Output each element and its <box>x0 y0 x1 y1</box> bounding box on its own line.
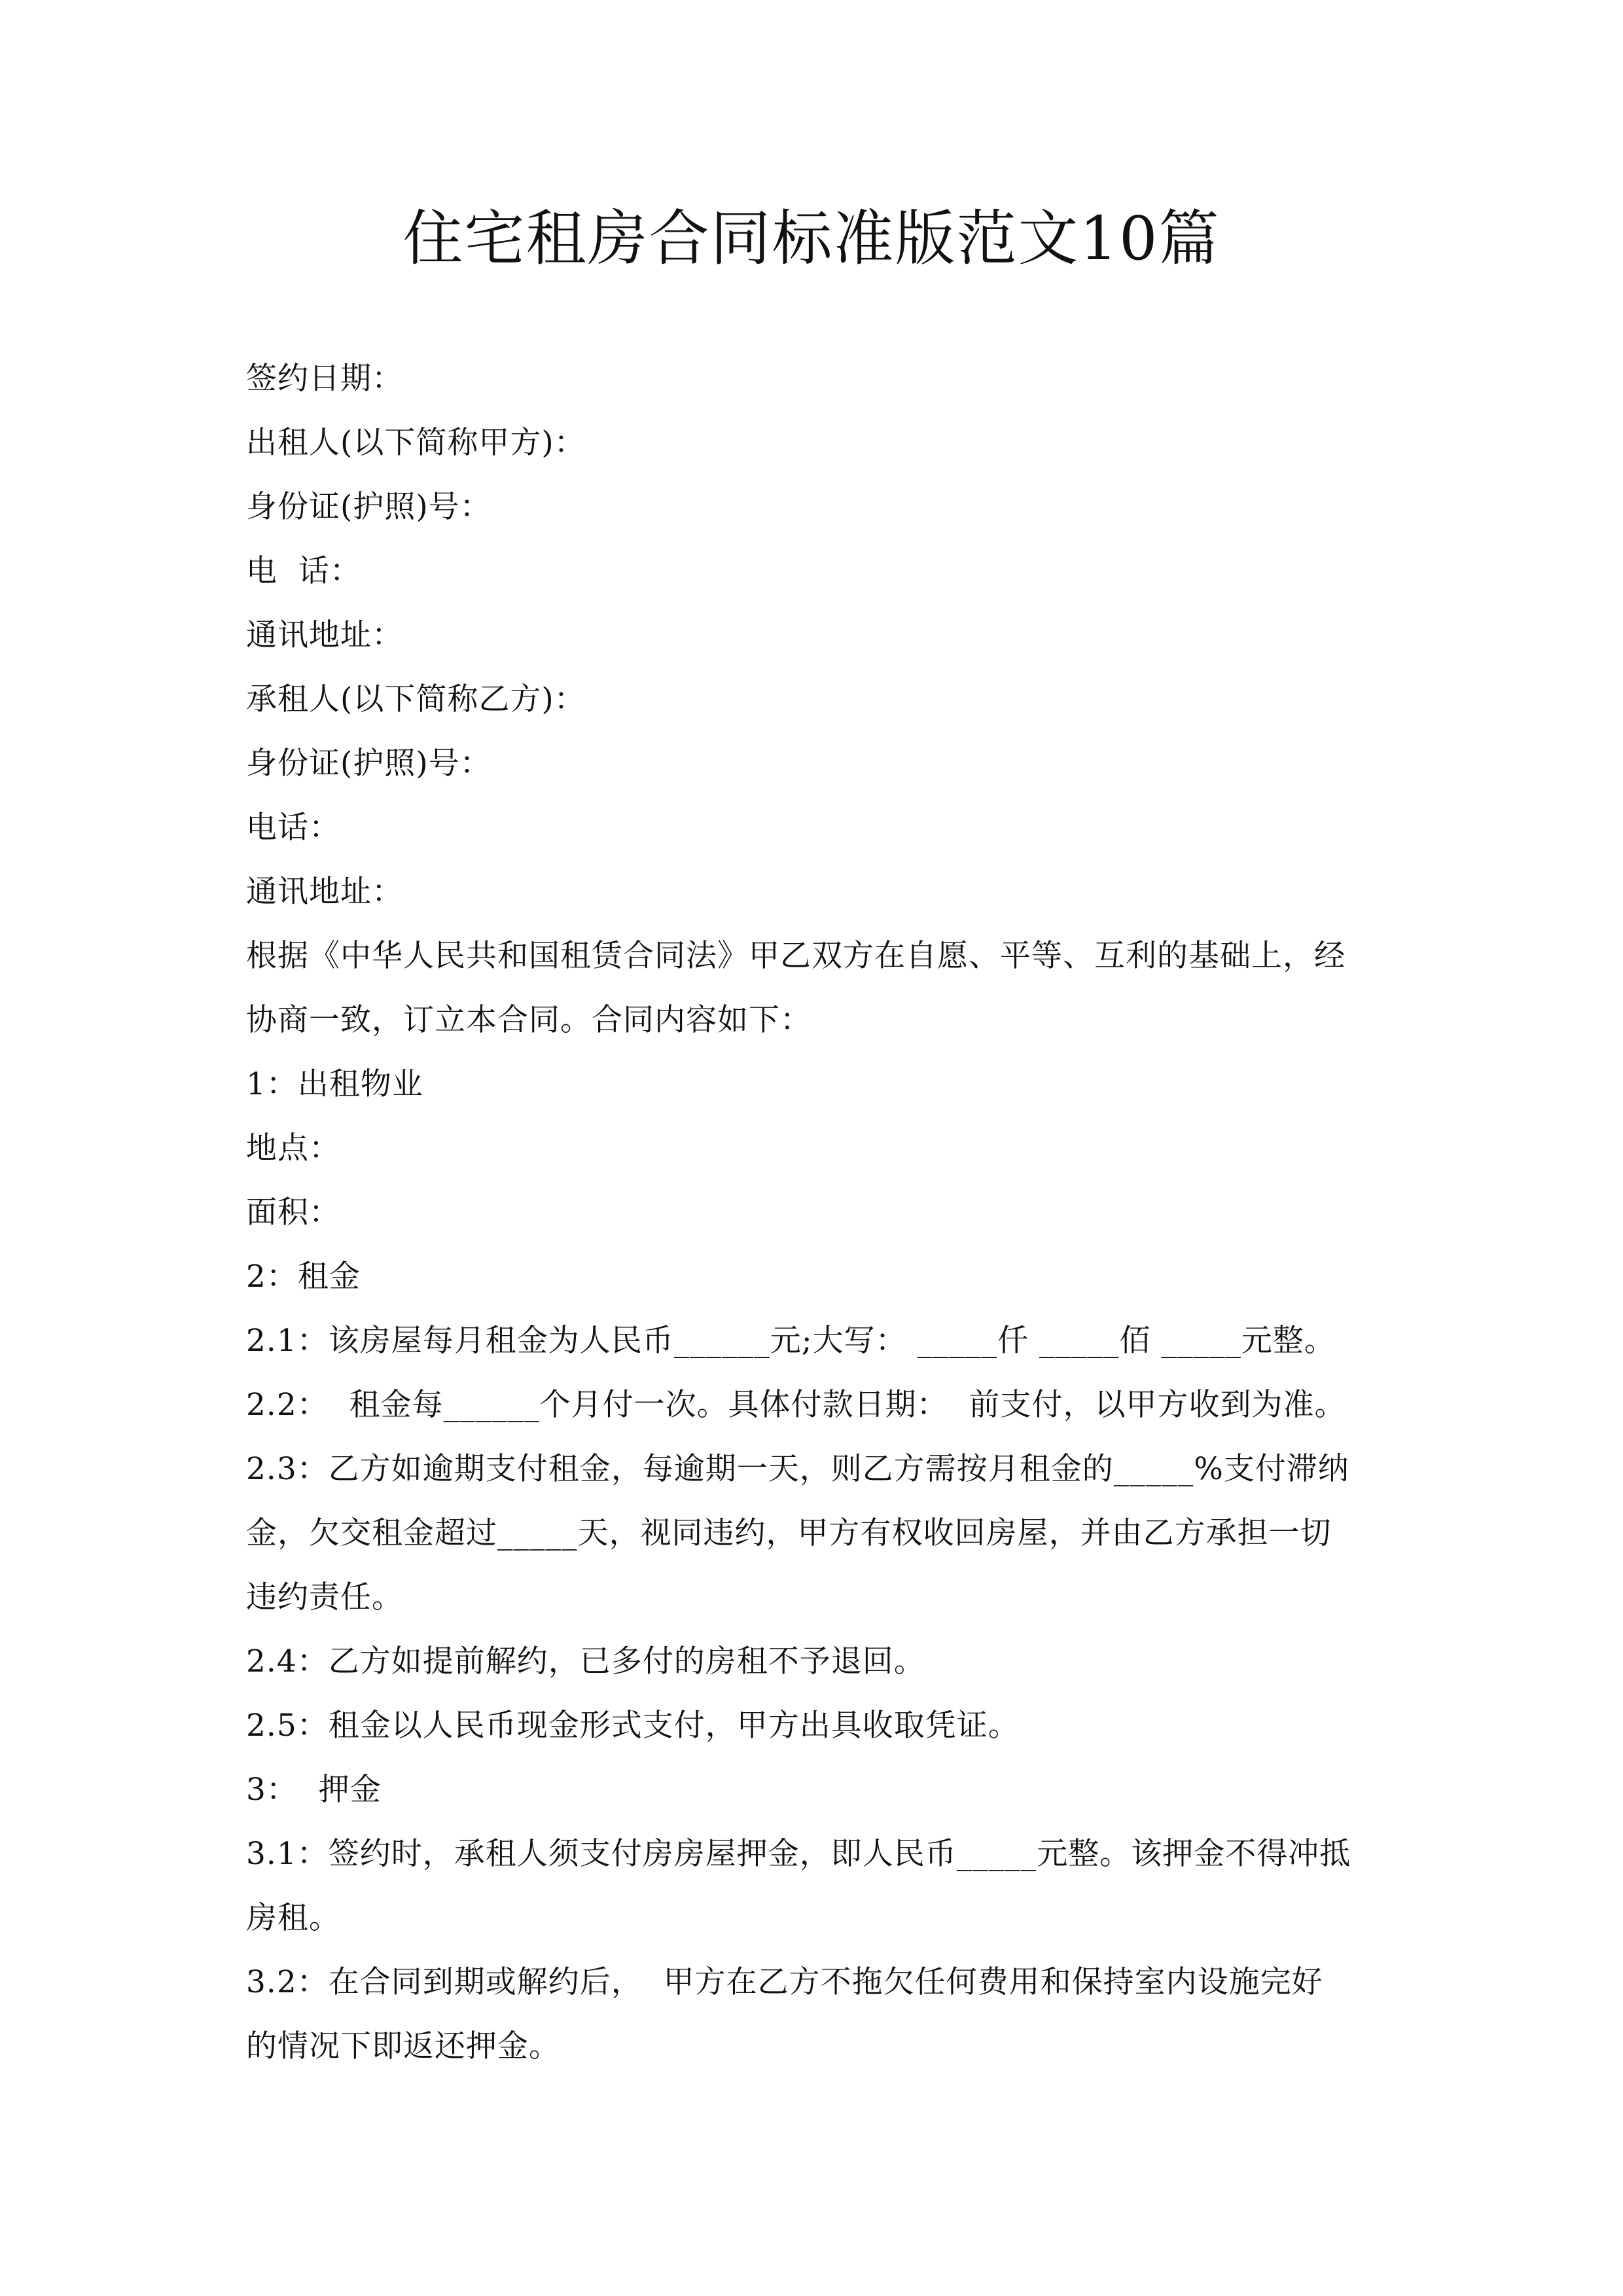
text-line: 3.2：在合同到期或解约后， 甲方在乙方不拖欠任何费用和保持室内设施完好 <box>246 1964 1323 2000</box>
text-line: 协商一致，订立本合同。合同内容如下： <box>246 1002 812 1038</box>
text-line: 2.5：租金以人民币现金形式支付，甲方出具收取凭证。 <box>246 1708 1020 1744</box>
text-line: 2.4：乙方如提前解约，已多付的房租不予退回。 <box>246 1643 925 1679</box>
text-line: 3.1：签约时，承租人须支付房房屋押金，即人民币_____元整。该押金不得冲抵 <box>246 1836 1351 1872</box>
text-line: 根据《中华人民共和国租赁合同法》甲乙双方在自愿、平等、互利的基础上，经 <box>246 938 1346 974</box>
text-line: 2.2： 租金每______个月付一次。具体付款日期： 前支付，以甲方收到为准。 <box>246 1387 1346 1423</box>
text-line: 身份证(护照)号： <box>246 745 491 781</box>
text-line: 出租人(以下简称甲方)： <box>246 425 586 461</box>
text-line: 2.1：该房屋每月租金为人民币______元;大写： _____仟 _____佰 _____元整。 <box>246 1323 1336 1359</box>
text-line: 电话： <box>246 810 340 846</box>
text-line: 地点： <box>246 1130 340 1166</box>
text-line: 通讯地址： <box>246 617 403 653</box>
text-line: 金，欠交租金超过_____天，视同违约，甲方有权收回房屋，并由乙方承担一切 <box>246 1515 1332 1551</box>
document-title: 住宅租房合同标准版范文10篇 <box>402 204 1221 274</box>
text-line: 面积： <box>246 1194 340 1230</box>
text-line: 承租人(以下简称乙方)： <box>246 681 586 717</box>
document-body <box>246 347 1385 2079</box>
text-line: 身份证(护照)号： <box>246 489 491 525</box>
section-heading: 3： 押金 <box>246 1772 382 1808</box>
text-line: 的情况下即返还押金。 <box>246 2028 560 2064</box>
text-line: 通讯地址： <box>246 874 403 910</box>
section-heading: 1：出租物业 <box>246 1066 423 1102</box>
text-line: 违约责任。 <box>246 1579 403 1615</box>
text-line: 电 话： <box>246 553 361 589</box>
text-line: 签约日期： <box>246 361 403 397</box>
text-line: 房租。 <box>246 1900 340 1936</box>
section-heading: 2：租金 <box>246 1259 361 1295</box>
text-line: 2.3：乙方如逾期支付租金，每逾期一天，则乙方需按月租金的_____%支付滞纳 <box>246 1451 1349 1487</box>
